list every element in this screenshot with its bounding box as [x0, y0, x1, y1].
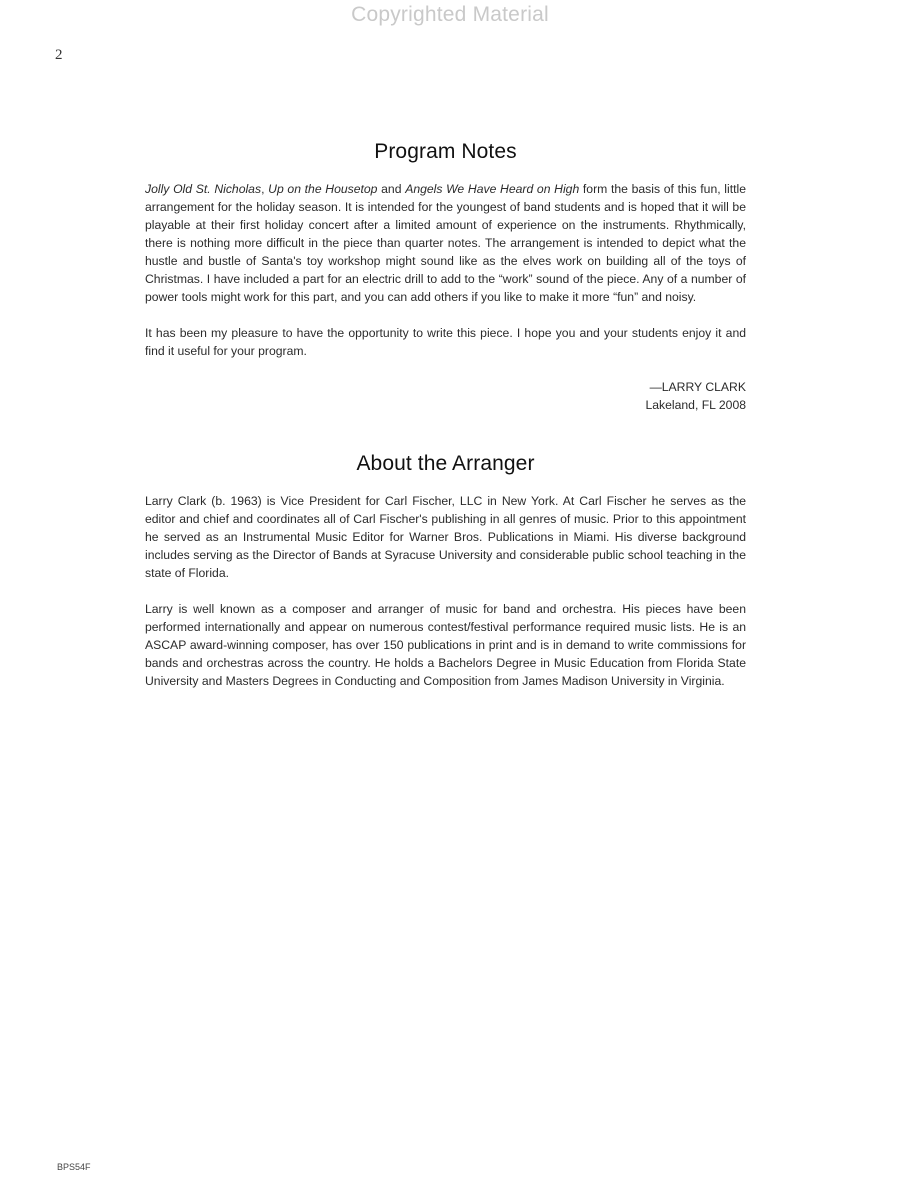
program-notes-paragraph-2: It has been my pleasure to have the opportunity to write this piece. I hope you and your students enjoy it and find it useful for your program.: [145, 326, 746, 358]
program-notes-heading: Program Notes: [374, 140, 517, 163]
about-arranger-heading: About the Arranger: [356, 452, 535, 475]
page-content: [145, 140, 746, 708]
program-notes-paragraph-1-text: form the basis of this fun, little arrangement for the holiday season. It is intended for the youngest of band students and is hoped that it will be playable at their first holiday concert after a limited amount of experience on the instruments. Rhythmically, there is nothing more difficult in the piece than quarter notes. The arrangement is intended to depict what the hustle and bustle of Santa's toy workshop might sound like as the elves work on building all of the toys of Christmas. I have included a part for an electric drill to add to the “work” sound of the piece. Any of a number of power tools might work for this part, and you can add others if you like to make it more “fun” and noisy.: [145, 182, 746, 304]
song-title-jolly-old-st-nicholas: Jolly Old St. Nicholas: [145, 182, 262, 196]
copyright-watermark: Copyrighted Material: [351, 3, 549, 26]
separator: and: [377, 182, 406, 196]
signature-name: —LARRY CLARK: [649, 380, 746, 394]
song-title-angels-we-have-heard-on-high: Angels We Have Heard on High: [405, 182, 580, 196]
signature-place-date: Lakeland, FL 2008: [645, 398, 746, 412]
program-notes-paragraph-1: [145, 180, 746, 306]
page-number: 2: [55, 47, 63, 63]
about-arranger-paragraph-1: Larry Clark (b. 1963) is Vice President for Carl Fischer, LLC in New York. At Carl Fischer he serves as the editor and chief and coordinates all of Carl Fischer's publishing in all genres of music. Prior to this appointment he served as an Instrumental Music Editor for Warner Bros. Publications in Miami. His diverse background includes serving as the Director of Bands at Syracuse University and considerable public school teaching in the state of Florida.: [145, 494, 746, 580]
signature-block: [145, 378, 746, 414]
separator: ,: [261, 182, 269, 196]
about-arranger-paragraph-2: Larry is well known as a composer and arranger of music for band and orchestra. His pieces have been performed internationally and appear on numerous contest/festival performance required music lists. He is an ASCAP award-winning composer, has over 150 publications in print and is in demand to write commissions for bands and orchestras across the country. He holds a Bachelors Degree in Music Education from Florida State University and Masters Degrees in Conducting and Composition from James Madison University in Virginia.: [145, 602, 746, 688]
catalog-code: BPS54F: [57, 1162, 91, 1172]
song-title-up-on-the-housetop: Up on the Housetop: [268, 182, 378, 196]
